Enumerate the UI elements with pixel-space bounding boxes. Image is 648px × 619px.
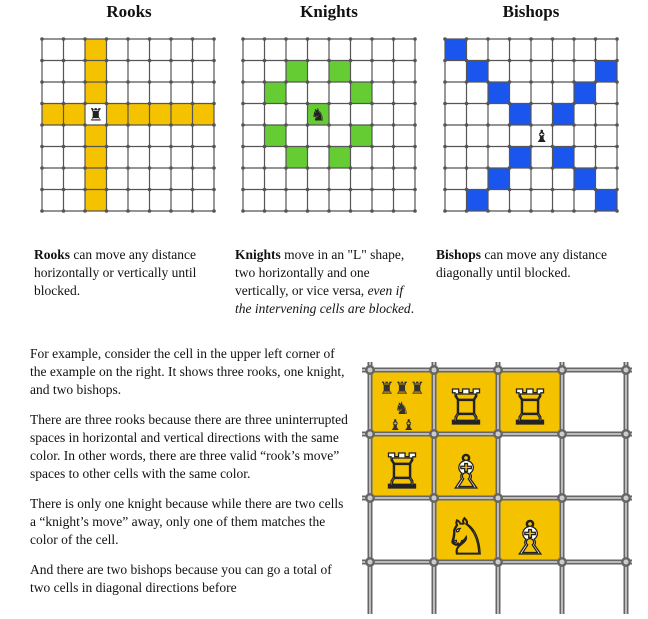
highlight-cell xyxy=(171,104,193,126)
paragraph: For example, consider the cell in the upper left corner of the example on the right. It shows three rooks, one knight, and two bishops. xyxy=(30,346,345,397)
highlight-cell xyxy=(510,147,532,169)
highlight-cell xyxy=(445,39,467,61)
highlight-cell xyxy=(488,82,510,104)
rook-icon: ♖ xyxy=(444,380,488,436)
highlight-cell xyxy=(596,190,618,212)
explanation-text xyxy=(30,345,348,609)
bishop-icon: ♝ xyxy=(534,126,550,147)
highlight-cell xyxy=(488,168,510,190)
highlight-cell xyxy=(85,190,107,212)
highlight-cell xyxy=(85,82,107,104)
highlight-cell xyxy=(193,104,215,126)
highlight-cell xyxy=(128,104,150,126)
bishops-description: Bishops can move any distance diagonally until blocked. xyxy=(436,247,607,280)
rooks-title: Rooks xyxy=(106,2,152,21)
rook-icon: ♜♜♜ xyxy=(379,379,425,399)
paragraph: There is only one knight because while there are two cells a “knight’s move” away, only one of them matches the color of the cell. xyxy=(30,496,344,547)
knights-grid xyxy=(241,37,419,213)
highlight-cell xyxy=(42,104,64,126)
highlight-cell xyxy=(85,39,107,61)
highlight-cell xyxy=(329,147,351,169)
highlight-cell xyxy=(85,168,107,190)
bishop-icon: ♝♝ xyxy=(388,416,416,434)
highlight-cell xyxy=(553,147,575,169)
paragraph: And there are two bishops because you can go a total of two cells in diagonal directions before xyxy=(30,562,332,595)
rook-icon: ♖ xyxy=(380,444,424,500)
highlight-cell xyxy=(286,61,308,83)
knight-icon: ♘ xyxy=(443,508,489,566)
highlight-cell xyxy=(265,125,287,147)
bishops-grid xyxy=(443,37,621,213)
highlight-cell xyxy=(351,125,373,147)
highlight-cell xyxy=(85,125,107,147)
knight-icon: ♞ xyxy=(394,399,410,419)
knight-icon: ♞ xyxy=(310,105,326,126)
highlight-cell xyxy=(85,61,107,83)
highlight-cell xyxy=(107,104,129,126)
highlight-cell xyxy=(286,147,308,169)
highlight-cell xyxy=(596,61,618,83)
highlight-cell xyxy=(553,104,575,126)
rooks-description: Rooks can move any distance horizontally or vertically until blocked. xyxy=(34,247,197,298)
bishop-icon: ♗ xyxy=(509,511,551,565)
example-board xyxy=(362,362,632,619)
highlight-cell xyxy=(329,61,351,83)
highlight-cell xyxy=(467,190,489,212)
highlight-cell xyxy=(64,104,86,126)
rook-icon: ♖ xyxy=(508,380,552,436)
highlight-cell xyxy=(574,82,596,104)
bishops-title: Bishops xyxy=(502,2,560,21)
rooks-grid xyxy=(40,37,218,213)
paragraph: There are three rooks because there are three uninterrupted spaces in horizontal and vertical directions with the same color. In other words, there are three valid “rook’s move” spaces to other cells with the same color. xyxy=(30,412,348,481)
highlight-cell xyxy=(150,104,172,126)
highlight-cell xyxy=(510,104,532,126)
highlight-cell xyxy=(351,82,373,104)
highlight-cell xyxy=(85,147,107,169)
highlight-cell xyxy=(574,168,596,190)
highlight-cell xyxy=(467,61,489,83)
rook-icon: ♜ xyxy=(88,105,104,126)
knights-title: Knights xyxy=(300,2,358,21)
highlight-cell xyxy=(265,82,287,104)
bishop-icon: ♗ xyxy=(445,445,487,499)
knights-description: Knights move in an "L" shape, two horizontally and one vertically, or vice versa, even if the intervening cells are blocked. xyxy=(235,247,415,316)
